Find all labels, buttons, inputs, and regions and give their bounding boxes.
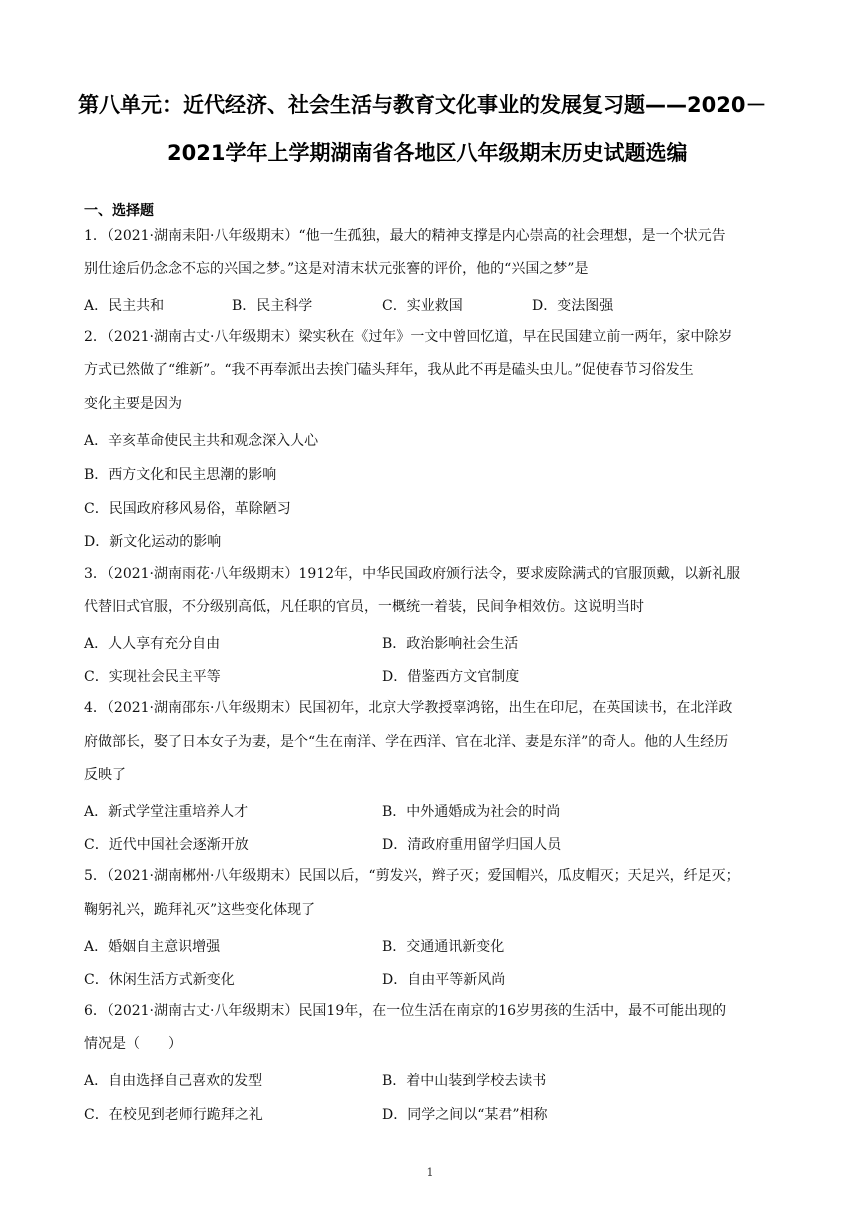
question-5-line-1: 5．（2021·湖南郴州·八年级期末）民国以后，“剪发兴，辫子灭；爱国帽兴，瓜皮帽灭；天足兴，纤足灭；	[84, 868, 740, 884]
question-3-option-a: A．人人享有充分自由	[84, 636, 221, 652]
question-4-line-3: 反映了	[84, 767, 126, 783]
question-2-option-d: D．新文化运动的影响	[84, 534, 222, 550]
question-4-option-a: A．新式学堂注重培养人才	[84, 804, 249, 820]
document-title-line-1: 第八单元：近代经济、社会生活与教育文化事业的发展复习题——2020－	[78, 93, 767, 117]
question-3-line-1: 3．（2021·湖南雨花·八年级期末）1912年，中华民国政府颁行法令，要求废除满式的官服顶戴，以新礼服	[84, 566, 741, 582]
question-5-option-a: A．婚姻自主意识增强	[84, 939, 221, 955]
question-4-line-2: 府做部长，娶了日本女子为妻，是个“生在南洋、学在西洋、官在北洋、妻是东洋”的奇人。他的人生经历	[84, 734, 729, 750]
document-title-line-2: 2021学年上学期湖南省各地区八年级期末历史试题选编	[167, 141, 688, 165]
question-1-line-1: 1．（2021·湖南耒阳·八年级期末）“他一生孤独，最大的精神支撑是内心崇高的社会理想，是一个状元告	[84, 228, 726, 244]
section-heading: 一、选择题	[84, 203, 154, 219]
question-4-line-1: 4．（2021·湖南邵东·八年级期末）民国初年，北京大学教授辜鸿铭，出生在印尼，在英国读书，在北洋政	[84, 700, 733, 716]
question-1-option-d: D．变法图强	[532, 298, 614, 314]
question-6-line-2: 情况是（ ）	[84, 1036, 182, 1052]
question-5-option-c: C．休闲生活方式新变化	[84, 972, 235, 988]
question-3-option-c: C．实现社会民主平等	[84, 669, 221, 685]
question-5-option-d: D．自由平等新风尚	[382, 972, 506, 988]
question-6-option-d: D．同学之间以“某君”相称	[382, 1107, 548, 1123]
question-2-option-a: A．辛亥革命使民主共和观念深入人心	[84, 433, 319, 449]
question-1-line-2: 别仕途后仍念念不忘的兴国之梦。”这是对清末状元张謇的评价，他的“兴国之梦”是	[84, 261, 589, 277]
question-4-option-d: D．清政府重用留学归国人员	[382, 837, 562, 853]
question-6-line-1: 6．（2021·湖南古丈·八年级期末）民国19年，在一位生活在南京的16岁男孩的生活中，最不可能出现的	[84, 1003, 727, 1019]
question-2-line-1: 2．（2021·湖南古丈·八年级期末）梁实秋在《过年》一文中曾回忆道，早在民国建立前一两年，家中除岁	[84, 329, 733, 345]
question-3-option-d: D．借鉴西方文官制度	[382, 669, 520, 685]
question-1-option-b: B．民主科学	[232, 298, 313, 314]
question-2-option-c: C．民国政府移风易俗，革除陋习	[84, 501, 291, 517]
question-2-line-2: 方式已然做了“维新”。“我不再奉派出去挨门磕头拜年，我从此不再是磕头虫儿。”促使春节习俗发生	[84, 362, 694, 378]
question-4-option-b: B．中外通婚成为社会的时尚	[382, 804, 561, 820]
question-4-option-c: C．近代中国社会逐渐开放	[84, 837, 249, 853]
question-2-line-3: 变化主要是因为	[84, 396, 182, 412]
question-6-option-c: C．在校见到老师行跪拜之礼	[84, 1107, 263, 1123]
question-2-option-b: B．西方文化和民主思潮的影响	[84, 467, 277, 483]
question-1-option-a: A．民主共和	[84, 298, 165, 314]
question-3-line-2: 代替旧式官服，不分级别高低，凡任职的官员，一概统一着装，民间争相效仿。这说明当时	[84, 599, 644, 615]
question-6-option-a: A．自由选择自己喜欢的发型	[84, 1073, 263, 1089]
page-number: 1	[426, 1166, 434, 1179]
question-1-option-c: C．实业救国	[382, 298, 463, 314]
question-6-option-b: B．着中山装到学校去读书	[382, 1073, 547, 1089]
question-5-line-2: 鞠躬礼兴，跪拜礼灭”这些变化体现了	[84, 902, 316, 918]
question-3-option-b: B．政治影响社会生活	[382, 636, 519, 652]
question-5-option-b: B．交通通讯新变化	[382, 939, 505, 955]
